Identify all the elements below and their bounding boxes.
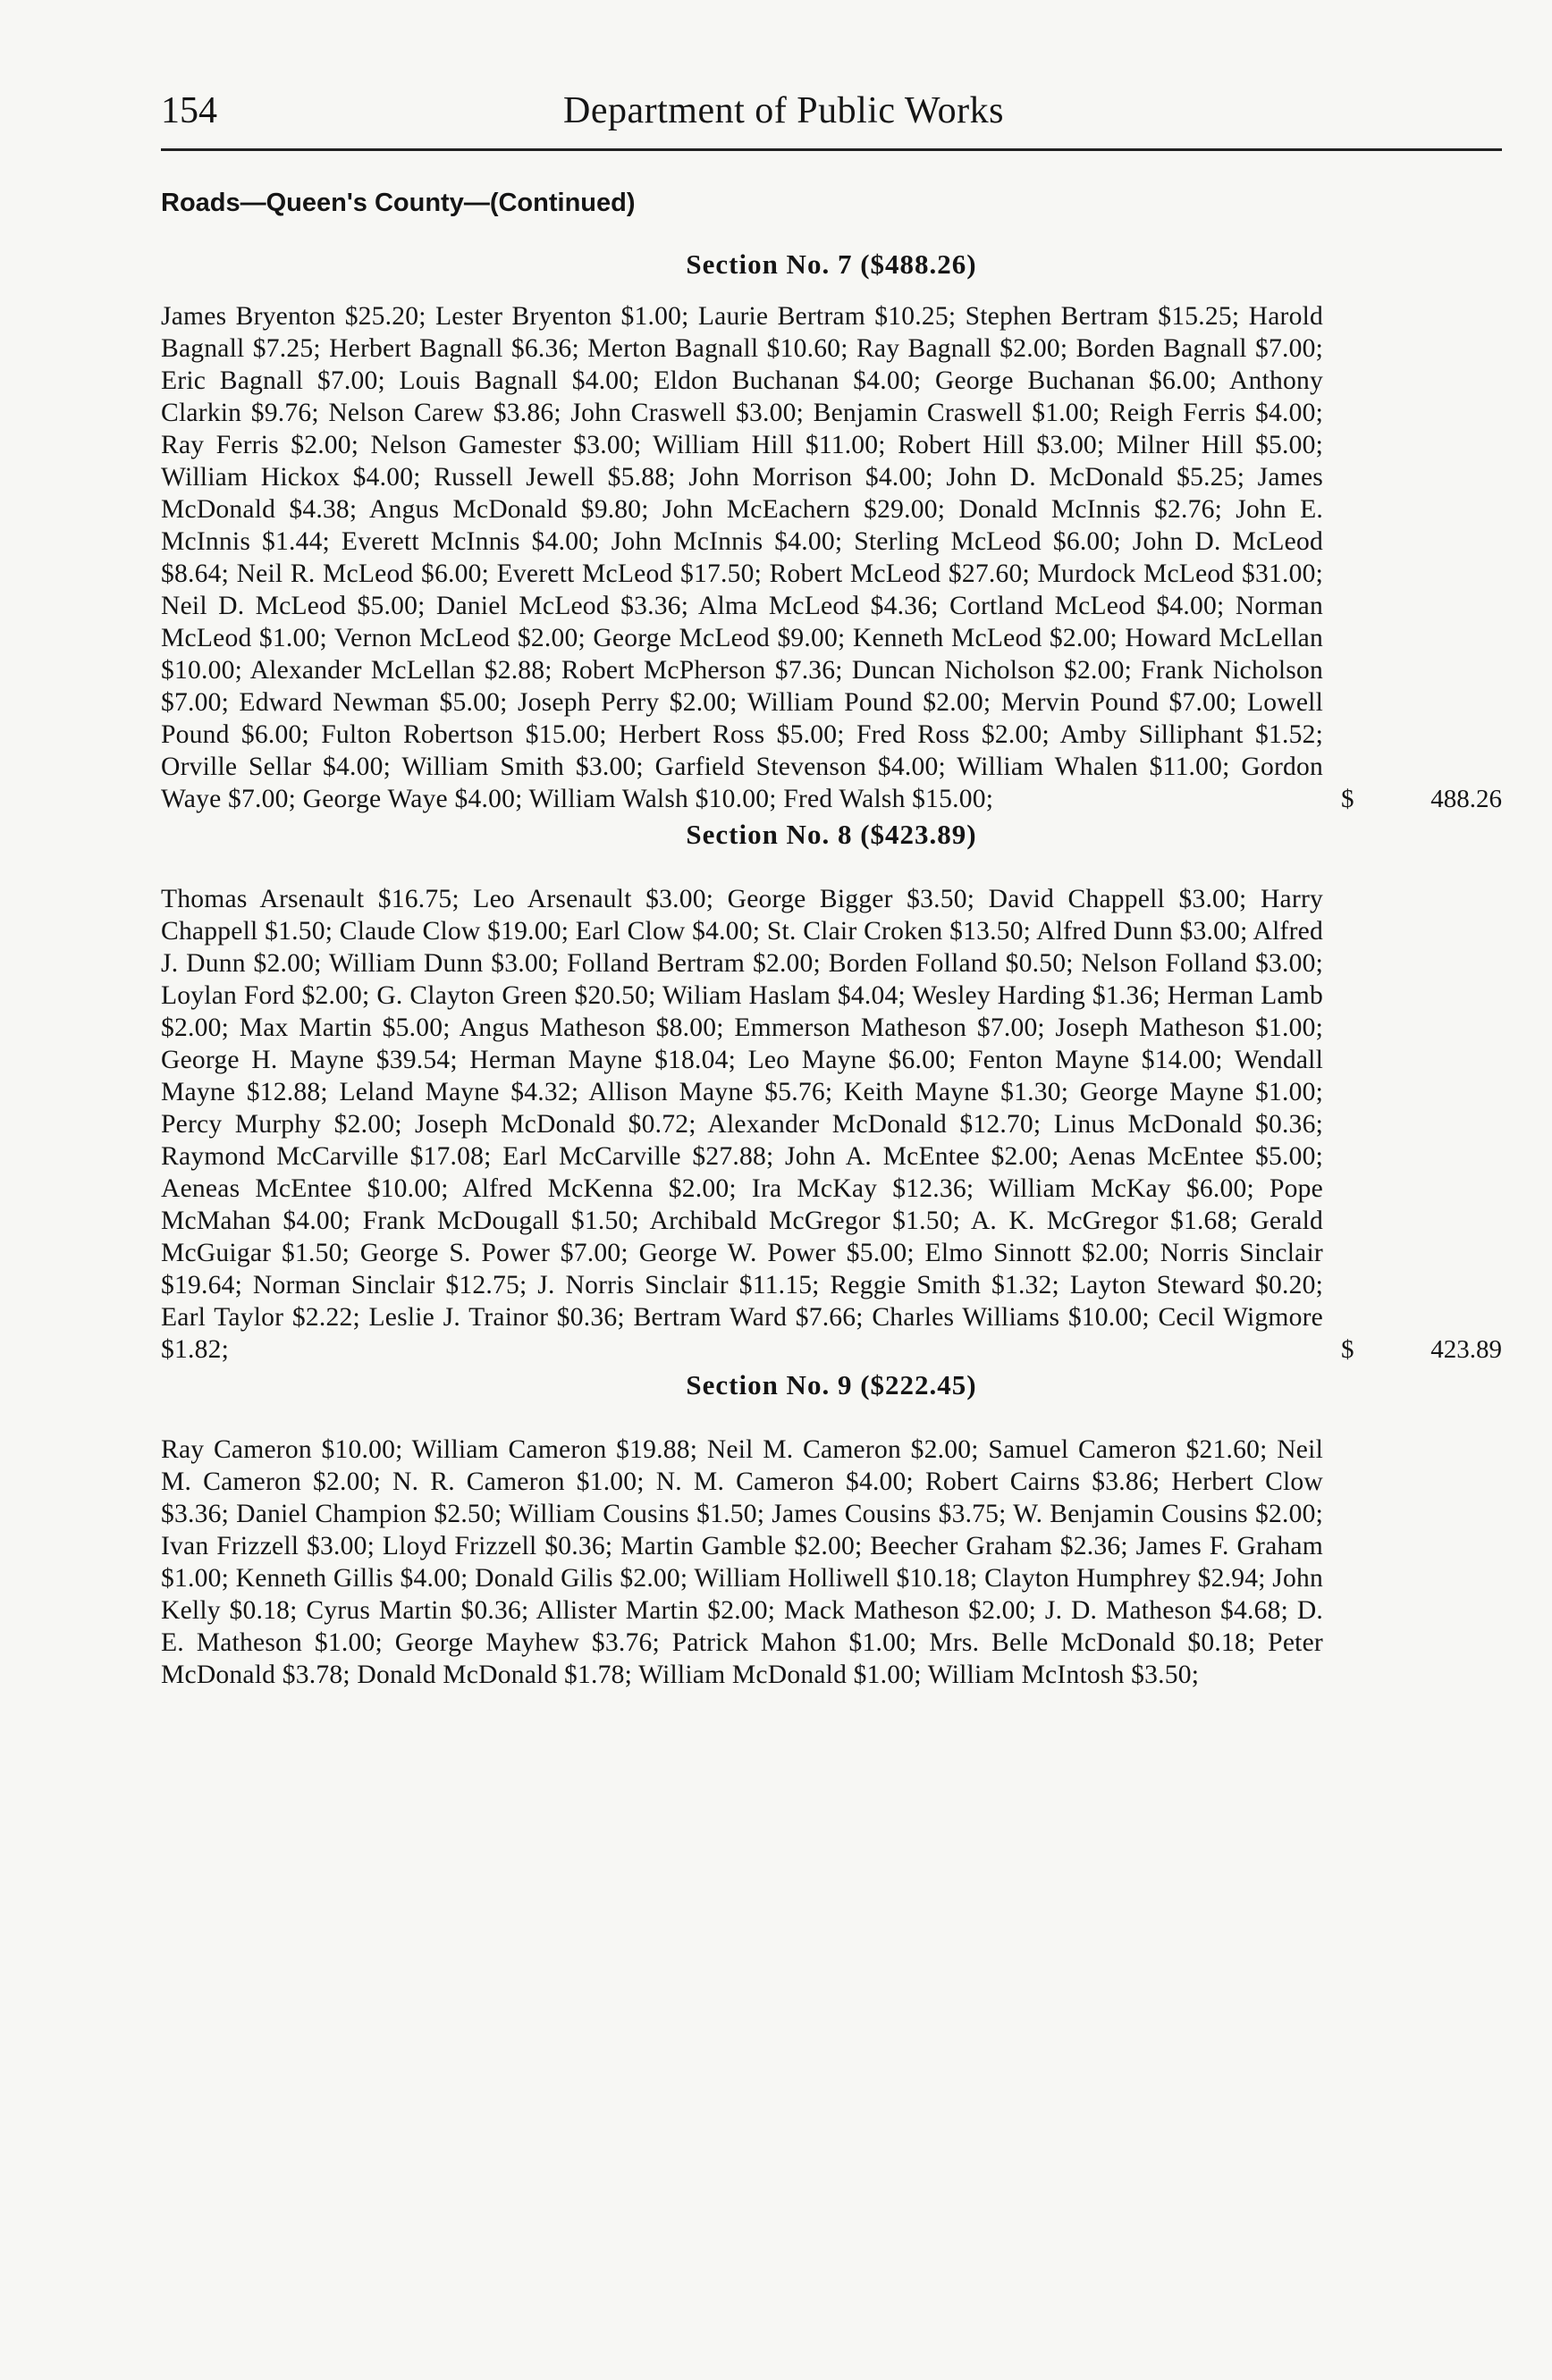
- section-total: [1341, 783, 1502, 815]
- section-heading: Section No. 9 ($222.45): [686, 1369, 977, 1400]
- section-text: Thomas Arsenault $16.75; Leo Arsenault $3.00; George Bigger $3.50; David Chappell $3.00; Harry Chappell $1.50; Claude Clow $19.00; Earl Clow $4.00; St. Clair Croken $13.50; Alfred Dunn $3.00; Alfred J. Dunn $2.00; William Dunn $3.00; Folland Bertram $2.00; Borden Folland $0.50; Nelson Folland $3.00; Loylan Ford $2.00; G. Clayton Green $20.50; Wiliam Haslam $4.04; Wesley Harding $1.36; Herman Lamb $2.00; Max Martin $5.00; Angus Matheson $8.00; Emmerson Matheson $7.00; Joseph Matheson $1.00; George H. Mayne $39.54; Herman Mayne $18.04; Leo Mayne $6.00; Fenton Mayne $14.00; Wendall Mayne $12.88; Leland Mayne $4.32; Allison Mayne $5.76; Keith Mayne $1.30; George Mayne $1.00; Percy Murphy $2.00; Joseph McDonald $0.72; Alexander McDonald $12.70; Linus McDonald $0.36; Raymond McCarville $17.08; Earl McCarville $27.88; John A. McEntee $2.00; Aenas McEntee $5.00; Aeneas McEntee $10.00; Alfred McKenna $2.00; Ira McKay $12.36; William McKay $6.00; Pope McMahan $4.00; Frank McDougall $1.50; Archibald McGregor $1.50; A. K. McGregor $1.68; Gerald McGuigar $1.50; George S. Power $7.00; George W. Power $5.00; Elmo Sinnott $2.00; Norris Sinclair $19.64; Norman Sinclair $12.75; J. Norris Sinclair $11.15; Reggie Smith $1.32; Layton Steward $0.20; Earl Taylor $2.22; Leslie J. Trainor $0.36; Bertram Ward $7.66; Charles Williams $10.00; Cecil Wigmore $1.82;: [161, 885, 1323, 1364]
- page-header: [161, 89, 1502, 151]
- document-page: [161, 89, 1502, 1691]
- section-7: [161, 248, 1502, 815]
- total-currency-symbol: $: [1341, 1335, 1354, 1364]
- section-8: [161, 819, 1502, 1366]
- section-total: [1341, 1333, 1502, 1366]
- section-text: James Bryenton $25.20; Lester Bryenton $1.00; Laurie Bertram $10.25; Stephen Bertram $15.25; Harold Bagnall $7.25; Herbert Bagnall $6.36; Merton Bagnall $10.60; Ray Bagnall $2.00; Borden Bagnall $7.00; Eric Bagnall $7.00; Louis Bagnall $4.00; Eldon Buchanan $4.00; George Buchanan $6.00; Anthony Clarkin $9.76; Nelson Carew $3.86; John Craswell $3.00; Benjamin Craswell $1.00; Reigh Ferris $4.00; Ray Ferris $2.00; Nelson Gamester $3.00; William Hill $11.00; Robert Hill $3.00; Milner Hill $5.00; William Hickox $4.00; Russell Jewell $5.88; John Morrison $4.00; John D. McDonald $5.25; James McDonald $4.38; Angus McDonald $9.80; John McEachern $29.00; Donald McInnis $2.76; John E. McInnis $1.44; Everett McInnis $4.00; John McInnis $4.00; Sterling McLeod $6.00; John D. McLeod $8.64; Neil R. McLeod $6.00; Everett McLeod $17.50; Robert McLeod $27.60; Murdock McLeod $31.00; Neil D. McLeod $5.00; Daniel McLeod $3.36; Alma McLeod $4.36; Cortland McLeod $4.00; Norman McLeod $1.00; Vernon McLeod $2.00; George McLeod $9.00; Kenneth McLeod $2.00; Howard McLellan $10.00; Alexander McLellan $2.88; Robert McPherson $7.36; Duncan Nicholson $2.00; Frank Nicholson $7.00; Edward Newman $5.00; Joseph Perry $2.00; William Pound $2.00; Mervin Pound $7.00; Lowell Pound $6.00; Fulton Robertson $15.00; Herbert Ross $5.00; Fred Ross $2.00; Amby Silliphant $1.52; Orville Sellar $4.00; William Smith $3.00; Garfield Stevenson $4.00; William Whalen $11.00; Gordon Waye $7.00; George Waye $4.00; William Walsh $10.00; Fred Walsh $15.00;: [161, 302, 1323, 813]
- page-number: 154: [161, 90, 217, 131]
- running-title: Department of Public Works: [563, 90, 1004, 131]
- section-text: Ray Cameron $10.00; William Cameron $19.88; Neil M. Cameron $2.00; Samuel Cameron $21.60; Neil M. Cameron $2.00; N. R. Cameron $1.00; N. M. Cameron $4.00; Robert Cairns $3.86; Herbert Clow $3.36; Daniel Champion $2.50; William Cousins $1.50; James Cousins $3.75; W. Benjamin Cousins $2.00; Ivan Frizzell $3.00; Lloyd Frizzell $0.36; Martin Gamble $2.00; Beecher Graham $2.36; James F. Graham $1.00; Kenneth Gillis $4.00; Donald Gilis $2.00; William Holliwell $10.18; Clayton Humphrey $2.94; John Kelly $0.18; Cyrus Martin $0.36; Allister Martin $2.00; Mack Matheson $2.00; J. D. Matheson $4.68; D. E. Matheson $1.00; George Mayhew $3.76; Patrick Mahon $1.00; Mrs. Belle McDonald $0.18; Peter McDonald $3.78; Donald McDonald $1.78; William McDonald $1.00; William McIntosh $3.50;: [161, 1435, 1323, 1689]
- total-amount: 488.26: [1430, 785, 1502, 813]
- section-heading: Section No. 7 ($488.26): [686, 248, 977, 280]
- total-amount: 423.89: [1430, 1335, 1502, 1364]
- subheading: Roads—Queen's County—(Continued): [161, 189, 636, 217]
- section-9: [161, 1369, 1502, 1691]
- total-currency-symbol: $: [1341, 785, 1354, 813]
- section-heading: Section No. 8 ($423.89): [686, 819, 977, 850]
